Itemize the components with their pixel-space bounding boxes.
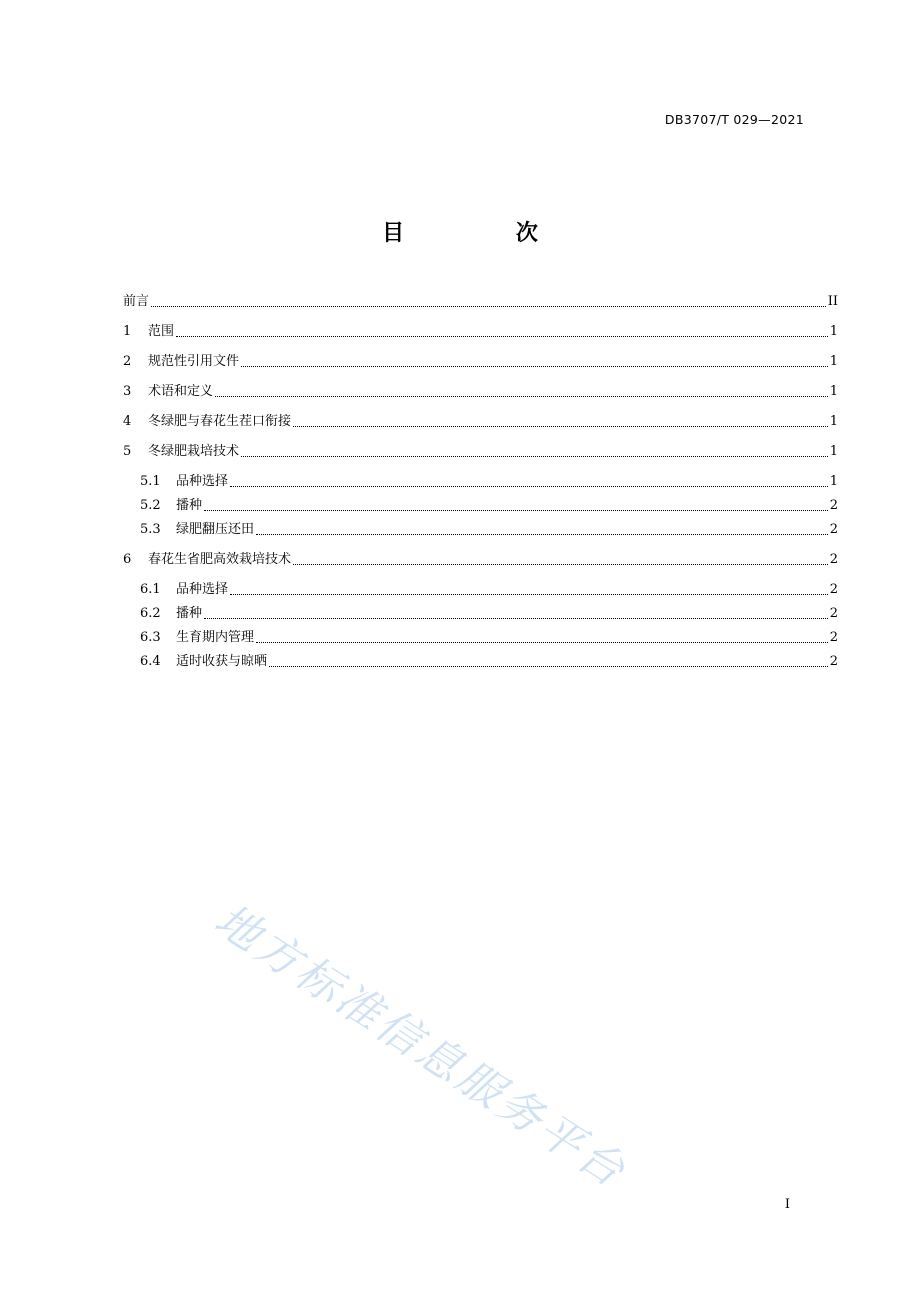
toc-entry-label: 规范性引用文件 (148, 354, 240, 369)
toc-entry-1[interactable] (123, 323, 838, 341)
toc-leader-dots (176, 335, 828, 337)
toc-leader-dots (256, 641, 828, 643)
toc-leader-dots (293, 425, 828, 427)
toc-entry-page: 2 (829, 582, 838, 597)
toc-entry-number: 5.2 (140, 498, 161, 513)
toc-entry-label: 绿肥翻压还田 (176, 522, 255, 537)
toc-leader-dots (241, 455, 828, 457)
toc-entry-6-2[interactable] (123, 605, 838, 623)
toc-entry-page: 1 (829, 474, 838, 489)
toc-entry-5-2[interactable] (123, 497, 838, 515)
toc-entry-3[interactable] (123, 383, 838, 401)
toc-entry-number: 4 (123, 414, 132, 429)
toc-entry-label: 冬绿肥与春花生茬口衔接 (148, 414, 292, 429)
toc-entry-4[interactable] (123, 413, 838, 431)
toc-entry-page: 1 (829, 444, 838, 459)
toc-leader-dots (204, 617, 828, 619)
toc-entry-6-3[interactable] (123, 629, 838, 647)
toc-entry-label: 适时收获与晾晒 (176, 654, 268, 669)
toc-entry-label: 春花生省肥高效栽培技术 (148, 552, 292, 567)
toc-entry-label: 播种 (176, 606, 203, 621)
toc-entry-page: 2 (829, 522, 838, 537)
toc-entry-number: 5 (123, 444, 132, 459)
toc-entry-page: 2 (829, 552, 838, 567)
toc-entry-label: 播种 (176, 498, 203, 513)
toc-entry-number: 3 (123, 384, 132, 399)
toc-entry-number: 6 (123, 552, 132, 567)
toc-entry-page: II (827, 294, 838, 309)
toc-entry-page: 2 (829, 654, 838, 669)
toc-entry-foreword[interactable] (123, 293, 838, 311)
toc-entry-page: 2 (829, 630, 838, 645)
toc-entry-number: 5.3 (140, 522, 161, 537)
toc-entry-label: 品种选择 (176, 582, 229, 597)
toc-entry-label: 生育期内管理 (176, 630, 255, 645)
toc-entry-6-4[interactable] (123, 653, 838, 671)
toc-entry-5-3[interactable] (123, 521, 838, 539)
toc-title: 目 次 (382, 221, 590, 246)
toc-entry-label: 范围 (148, 324, 175, 339)
toc-entry-6[interactable] (123, 551, 838, 569)
toc-leader-dots (215, 395, 828, 397)
toc-entry-5[interactable] (123, 443, 838, 461)
toc-leader-dots (204, 509, 828, 511)
toc-entry-2[interactable] (123, 353, 838, 371)
toc-leader-dots (230, 485, 828, 487)
toc-entry-page: 2 (829, 606, 838, 621)
toc-entry-6-1[interactable] (123, 581, 838, 599)
toc-entry-number: 1 (123, 324, 132, 339)
toc-entry-page: 1 (829, 354, 838, 369)
toc-leader-dots (151, 305, 826, 307)
toc-leader-dots (269, 665, 828, 667)
toc-entry-label: 冬绿肥栽培技术 (148, 444, 240, 459)
toc-entry-page: 1 (829, 324, 838, 339)
toc-entry-number: 6.2 (140, 606, 161, 621)
toc-entry-number: 5.1 (140, 474, 161, 489)
toc-entry-5-1[interactable] (123, 473, 838, 491)
page-number: I (784, 1197, 790, 1212)
toc-entry-label: 品种选择 (176, 474, 229, 489)
toc-entry-page: 1 (829, 414, 838, 429)
toc-entry-number: 6.3 (140, 630, 161, 645)
toc-leader-dots (256, 533, 828, 535)
toc-leader-dots (293, 563, 828, 565)
toc-entry-page: 1 (829, 384, 838, 399)
toc-leader-dots (241, 365, 828, 367)
toc-entry-label: 术语和定义 (148, 384, 214, 399)
toc-entry-label: 前言 (123, 294, 150, 309)
standard-code: DB3707/T 029—2021 (664, 112, 804, 127)
toc-entry-number: 2 (123, 354, 132, 369)
toc-entry-number: 6.4 (140, 654, 161, 669)
watermark-text: 地方标准信息服务平台 (205, 894, 636, 1199)
toc-entry-page: 2 (829, 498, 838, 513)
table-of-contents (123, 293, 838, 671)
toc-entry-number: 6.1 (140, 582, 161, 597)
toc-leader-dots (230, 593, 828, 595)
